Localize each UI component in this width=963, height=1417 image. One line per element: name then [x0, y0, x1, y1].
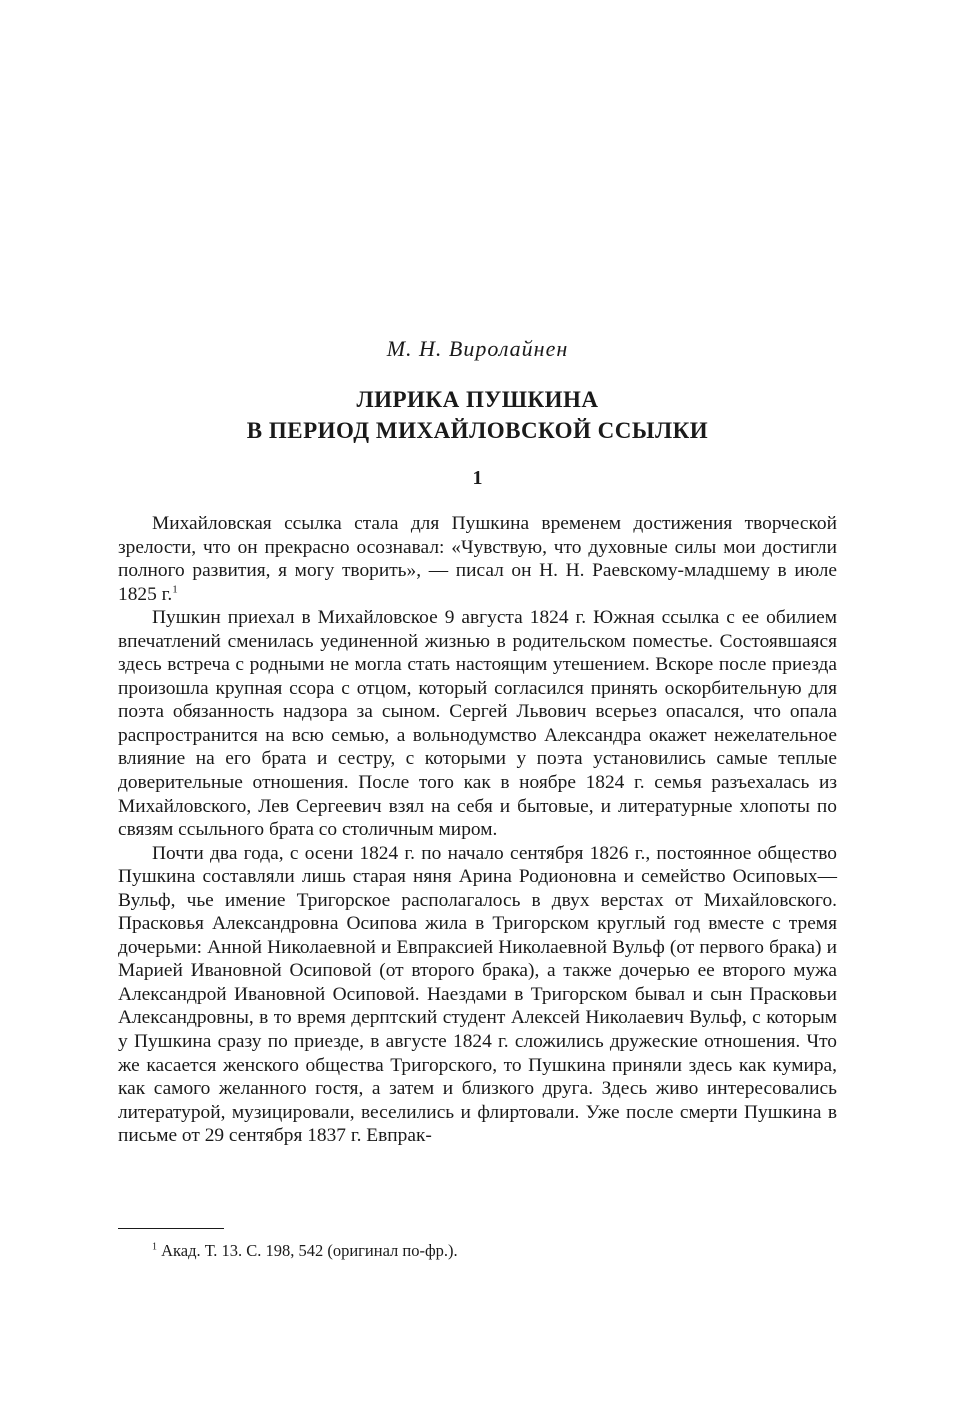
author-name: М. Н. Виролайнен: [386, 336, 569, 361]
footnote-marker: 1: [152, 1241, 157, 1253]
footnote-text: Акад. Т. 13. С. 198, 542 (оригинал по-фр.).: [161, 1241, 458, 1260]
paragraph-1-text: Михайловская ссылка стала для Пушкина временем достижения творческой зрелости, что он прекрасно осознавал: «Чувствую, что духовные силы мои достигли полного развития, я могу творить», — писал он Н. Н. Раевскому-младшему в июле 1825 г.: [118, 513, 837, 605]
paragraph-3: Почти два года, с осени 1824 г. по начало сентября 1826 г., постоянное общество Пушкина составляли лишь старая няня Арина Родионовна и семейство Осиповых—Вульф, чье имение Тригорское располагалось в двух верстах от Михайловского. Прасковья Александровна Осипова жила в Тригорском круглый год вместе с тремя дочерьми: Анной Николаевной и Евпраксией Николаевной Вульф (от первого брака) и Марией Ивановной Осиповой (от второго брака), а также дочерью ее второго мужа Александрой Ивановной Осиповой. Наездами в Тригорском бывал и сын Прасковьи Александровны, в то время дерптский студент Алексей Николаевич Вульф, с которым у Пушкина сразу по приезде, в августе 1824 г. сложились дружеские отношения. Что же касается женского общества Тригорского, то Пушкина приняли здесь как кумира, как самого желанного гостя, а затем и близкого друга. Здесь живо интересовались литературой, музицировали, веселились и флиртовали. Уже после смерти Пушкина в письме от 29 сентября 1837 г. Евпрак-: [118, 842, 837, 1147]
footnote-divider: [118, 1228, 224, 1229]
title-line-1: ЛИРИКА ПУШКИНА: [356, 387, 599, 412]
title-line-2: В ПЕРИОД МИХАЙЛОВСКОЙ ССЫЛКИ: [246, 418, 709, 443]
footnote-ref: 1: [172, 583, 178, 596]
footnote: [152, 1240, 458, 1262]
article-title: [118, 384, 837, 446]
paragraph-2: Пушкин приехал в Михайловское 9 августа 1824 г. Южная ссылка с ее обилием впечатлений сменилась уединенной жизнью в родительском поместье. Состоявшаяся здесь встреча с родными не могла стать настоящим утешением. Вскоре после приезда произошла крупная ссора с отцом, который согласился принять оскорбительную для поэта обязанность надзора за сыном. Сергей Львович всерьез опасался, что опала распространится на всю семью, а вольнодумство Александра окажет нежелательное влияние на его брата и сестру, с которыми у поэта установились самые теплые доверительные отношения. После того как в ноябре 1824 г. семья разъехалась из Михайловского, Лев Сергеевич взял на себя и бытовые, и литературные хлопоты по связям ссыльного брата со столичным миром.: [118, 607, 837, 841]
section-number: 1: [472, 467, 483, 489]
paragraph-1: [118, 512, 837, 606]
body-text: [118, 512, 837, 1148]
